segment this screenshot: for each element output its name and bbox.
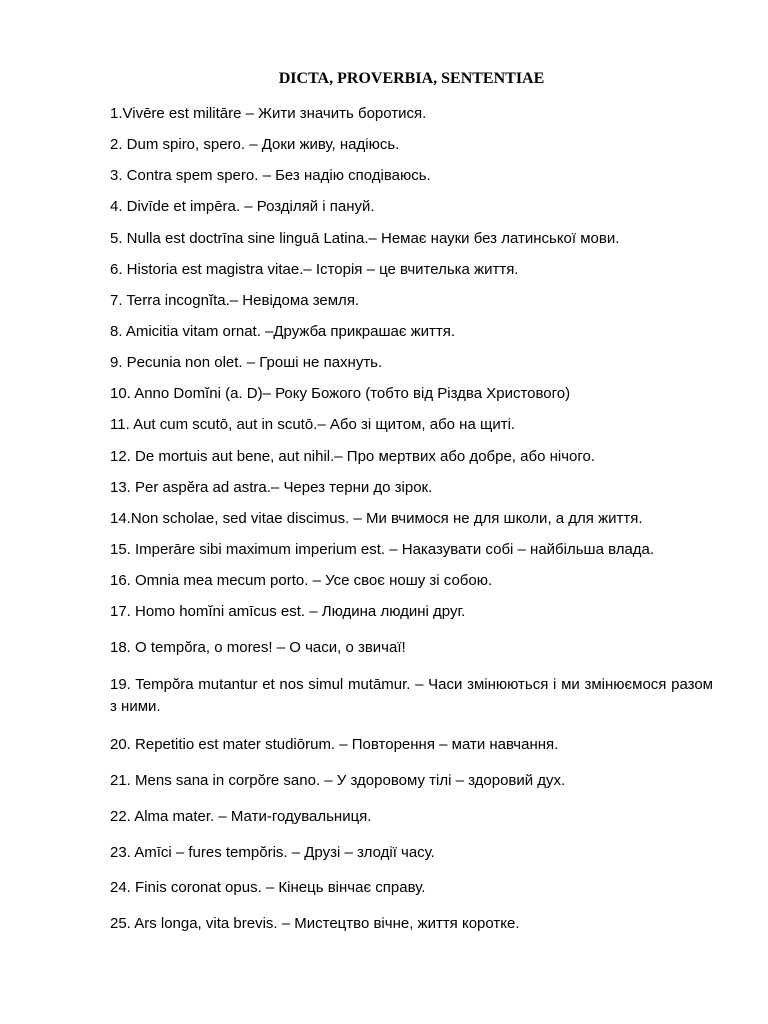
list-item: 17. Homo homĭni amīcus est. – Людина людині друг. (110, 603, 466, 620)
list-item: 18. O tempŏra, o mores! – О часи, о звичаї! (110, 639, 406, 656)
list-item: 9. Pecunia non olet. – Гроші не пахнуть. (110, 354, 383, 371)
list-item: 15. Imperāre sibi maximum imperium est. – Наказувати собі – найбільша влада. (110, 541, 655, 558)
list-item: 20. Repetitio est mater studiōrum. – Повторення – мати навчання. (110, 736, 559, 753)
list-item: 5. Nulla est doctrīna sine linguā Latina.– Немає науки без латинської мови. (110, 230, 620, 247)
list-item: 11. Aut cum scutō, aut in scutō.– Або зі щитом, або на щиті. (110, 416, 516, 433)
list-item: 14.Non scholae, sed vitae discimus. – Ми вчимося не для школи, а для життя. (110, 510, 643, 527)
list-item: 4. Divīde et impēra. – Розділяй і пануй. (110, 198, 375, 215)
list-item: 12. De mortuis aut bene, aut nihil.– Про мертвих або добре, або нічого. (110, 448, 596, 465)
list-item: 2. Dum spiro, spero. – Доки живу, надіюсь. (110, 136, 400, 153)
list-item: 24. Finis coronat opus. – Кінець вінчає справу. (110, 879, 426, 896)
document-title: DICTA, PROVERBIA, SENTENTIAE (278, 70, 545, 87)
list-item: 22. Alma mater. – Мати-годувальниця. (110, 808, 372, 825)
list-item: 7. Terra incognĭta.– Невідома земля. (110, 292, 360, 309)
list-item: 16. Omnia mea mecum porto. – Усе своє ношу зі собою. (110, 572, 493, 589)
list-item: 10. Anno Domĭni (a. D)– Року Божого (тобто від Різдва Христового) (110, 385, 571, 402)
list-item: 6. Historia est magistra vitae.– Історія – це вчителька життя. (110, 261, 519, 278)
list-item: 1.Vivēre est militāre – Жити значить боротися. (110, 105, 427, 122)
list-item: 25. Ars longa, vita brevis. – Мистецтво вічне, життя коротке. (110, 915, 520, 932)
list-item: 19. Tempŏra mutantur et nos simul mutāmur. – Часи змінюються і ми змінюємося разом з ними. (110, 676, 713, 715)
list-item: 21. Mens sana in corpŏre sano. – У здоровому тілі – здоровий дух. (110, 772, 566, 789)
list-item: 8. Amicitia vitam ornat. –Дружба прикрашає життя. (110, 323, 456, 340)
list-item: 3. Contra spem spero. – Без надію сподіваюсь. (110, 167, 431, 184)
list-item: 23. Amīci – fures tempŏris. – Друзі – злодії часу. (110, 844, 435, 861)
list-item: 13. Per aspĕra ad astra.– Через терни до зірок. (110, 479, 433, 496)
